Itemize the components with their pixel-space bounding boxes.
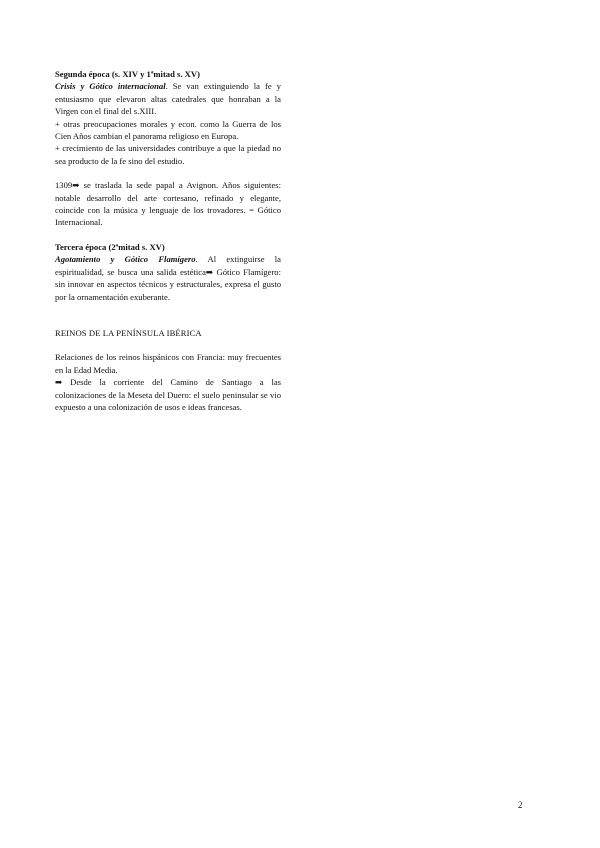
reinos-title: REINOS DE LA PENÍNSULA IBÉRICA xyxy=(55,327,202,338)
page-number: 2 xyxy=(518,800,523,810)
tercera-epoca-heading: Tercera época (2ªmitad s. XV) xyxy=(55,241,165,252)
tercera-epoca-intro xyxy=(55,253,281,303)
spacer xyxy=(55,303,281,327)
avignon-paragraph: 1309➡ se traslada la sede papal a Avignon. Años siguientes: notable desarrollo del arte cortesano, refinado y elegante, coincide con la música y lenguaje de los trovadores. = Gótico Internacional. xyxy=(55,180,281,228)
segunda-epoca-intro-rest: . Se van extinguiendo la fe y entusiasmo que elevaron altas catedrales que honraban a la Virgen con el final del s.XIII. xyxy=(55,81,281,117)
segunda-epoca-point-2: + crecimiento de las universidades contribuye a que la piedad no sea producto de la fe sino del estudio. xyxy=(55,143,281,166)
segunda-epoca-intro-bold: Crisis y Gótico internacional xyxy=(55,81,166,92)
section-avignon xyxy=(55,179,281,229)
segunda-epoca-point-1: + otras preocupaciones morales y econ. como la Guerra de los Cien Años cambian el panorama religioso en Europa. xyxy=(55,118,281,142)
spacer xyxy=(55,229,281,241)
section-segunda-epoca xyxy=(55,68,281,167)
spacer xyxy=(55,339,281,351)
tercera-epoca-intro-rest: . Al extinguirse la espiritualidad, se busca una salida estética➡ Gótico Flamígero: sin innovar en aspectos técnicos y estructurales, expresa el gusto por la ornamentación exuberante. xyxy=(55,254,281,302)
segunda-epoca-heading: Segunda época (s. XIV y 1ªmitad s. XV) xyxy=(55,69,200,79)
reinos-paragraph-2: ➡ Desde la corriente del Camino de Santiago a las colonizaciones de la Meseta del Duero: el suelo peninsular se vio expuesto a una colonización de usos e ideas francesas. xyxy=(55,377,281,412)
page-content xyxy=(55,68,281,413)
spacer xyxy=(55,167,281,179)
tercera-epoca-intro-bold: Agotamiento y Gótico Flamígero xyxy=(55,254,196,265)
section-reinos xyxy=(55,327,281,413)
segunda-epoca-intro xyxy=(55,80,281,117)
reinos-paragraph-1: Relaciones de los reinos hispánicos con Francia: muy frecuentes en la Edad Media. xyxy=(55,352,281,375)
section-tercera-epoca xyxy=(55,241,281,303)
